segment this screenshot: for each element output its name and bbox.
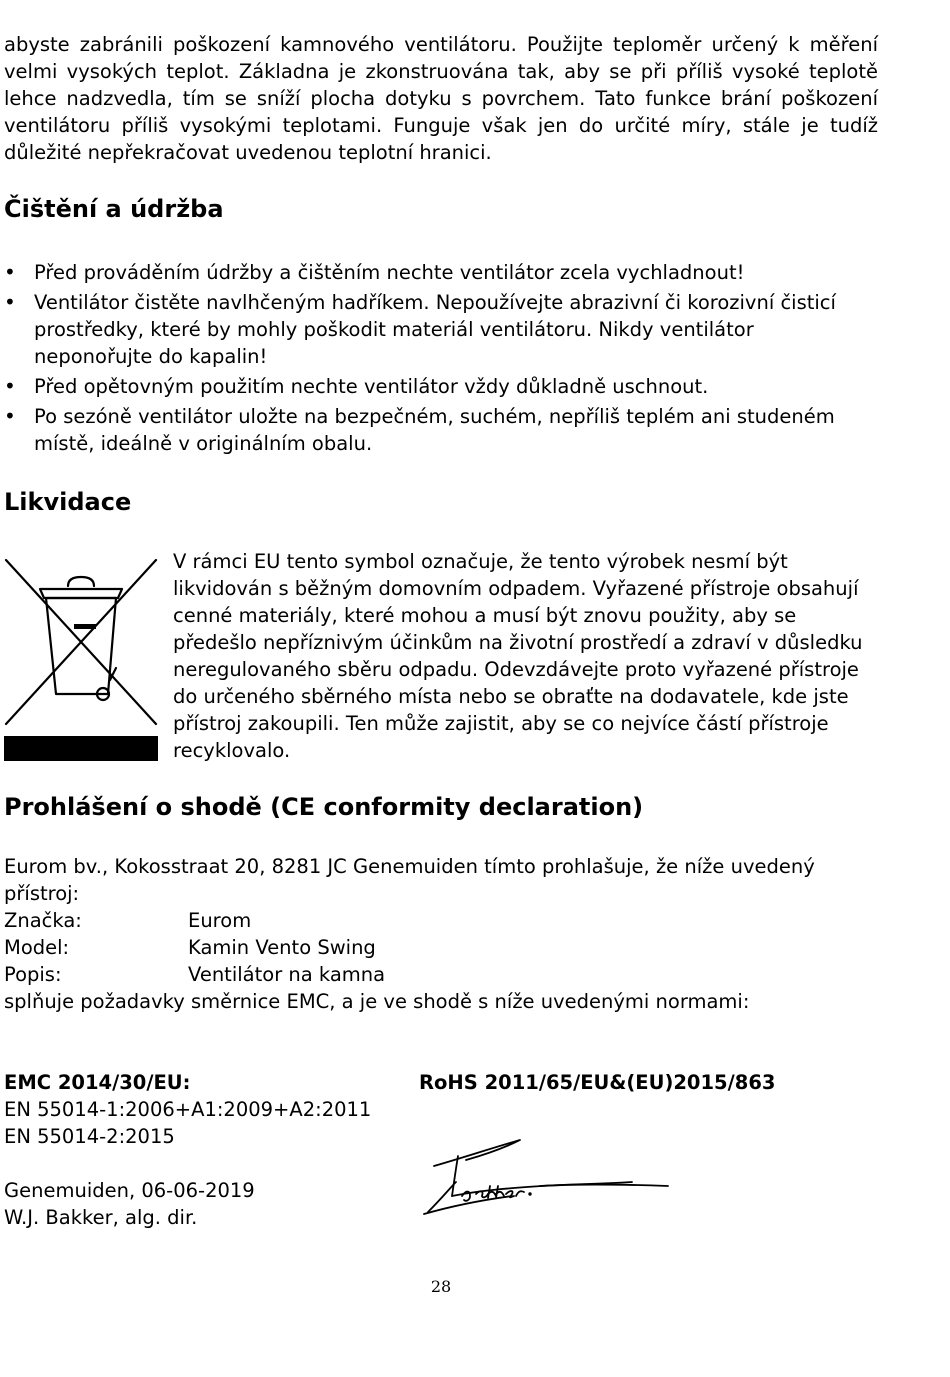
disposal-heading: Likvidace [4,488,132,516]
list-item: • Ventilátor čistěte navlhčeným hadříkem. Nepoužívejte abrazivní či korozivní čisticí prostředky, které by mohly poškodit materiál ventilátoru. Nikdy ventilátor neponořujte do kapalin! [4,289,878,370]
field-value: Ventilátor na kamna [188,963,386,986]
conformity-heading: Prohlášení o shodě (CE conformity declaration) [4,793,644,821]
signature-block [4,1177,255,1231]
field-value: Kamin Vento Swing [188,936,376,959]
field-row-brand [4,907,385,934]
conformity-declaration: Eurom bv., Kokosstraat 20, 8281 JC Genemuiden tímto prohlašuje, že níže uvedený přístroj: [4,855,815,905]
cleaning-list [4,259,878,460]
list-item: • Po sezóně ventilátor uložte na bezpečném, suchém, nepříliš teplém ani studeném místě, ideálně v originálním obalu. [4,403,878,457]
handwritten-signature [422,1134,672,1216]
field-label: Model: [4,936,70,959]
emc-standard: EN 55014-2:2015 [4,1125,175,1148]
signatory: W.J. Bakker, alg. dir. [4,1206,198,1229]
emc-standards [4,1069,371,1150]
list-item: • Před opětovným použitím nechte ventilátor vždy důkladně uschnout. [4,373,878,400]
field-label: Popis: [4,963,62,986]
list-item: • Před prováděním údržby a čištěním nechte ventilátor zcela vychladnout! [4,259,878,286]
emc-standard: EN 55014-1:2006+A1:2009+A2:2011 [4,1098,372,1121]
field-value: Eurom [188,909,252,932]
page-number: 28 [430,1277,452,1296]
place-date: Genemuiden, 06-06-2019 [4,1179,255,1202]
intro-paragraph: abyste zabránili poškození kamnového ventilátoru. Použijte teploměr určený k měření velmi vysokých teplot. Základna je zkonstruována tak, aby se při příliš vysoké teplotě lehce nadzvedla, tím se sníží plocha dotyku s povrchem. Tato funkce brání poškození ventilátoru příliš vysokými teplotami. Funguje však jen do určité míry, stále je tudíž důležité nepřekračovat uvedenou teplotní hranici. [4,33,878,164]
disposal-text: V rámci EU tento symbol označuje, že tento výrobek nesmí být likvidován s běžným domovním odpadem. Vyřazené přístroje obsahují cenné materiály, které mohou a musí být znovu použity, aby se předešlo nepříznivým účinkům na životní prostředí a zdraví v důsledku neregulovaného sběru odpadu. Odevzdávejte proto vyřazené přístroje do určeného sběrného místa nebo se obraťte na dodavatele, kde jste přístroj zakoupili. Ten může zajistit, aby se co nejvíce částí přístroje recyklovalo. [173,550,863,762]
compliance-statement: splňuje požadavky směrnice EMC, a je ve shodě s níže uvedenými normami: [4,990,750,1013]
field-label: Značka: [4,909,82,932]
cleaning-heading: Čištění a údržba [4,195,224,223]
rohs-standards [419,1069,775,1096]
field-row-model [4,934,385,961]
crossed-out-wheelie-bin-icon [4,556,158,761]
emc-heading: EMC 2014/30/EU: [4,1071,191,1094]
rohs-heading: RoHS 2011/65/EU&(EU)2015/863 [419,1071,776,1094]
product-fields [4,907,385,988]
field-row-description [4,961,385,988]
